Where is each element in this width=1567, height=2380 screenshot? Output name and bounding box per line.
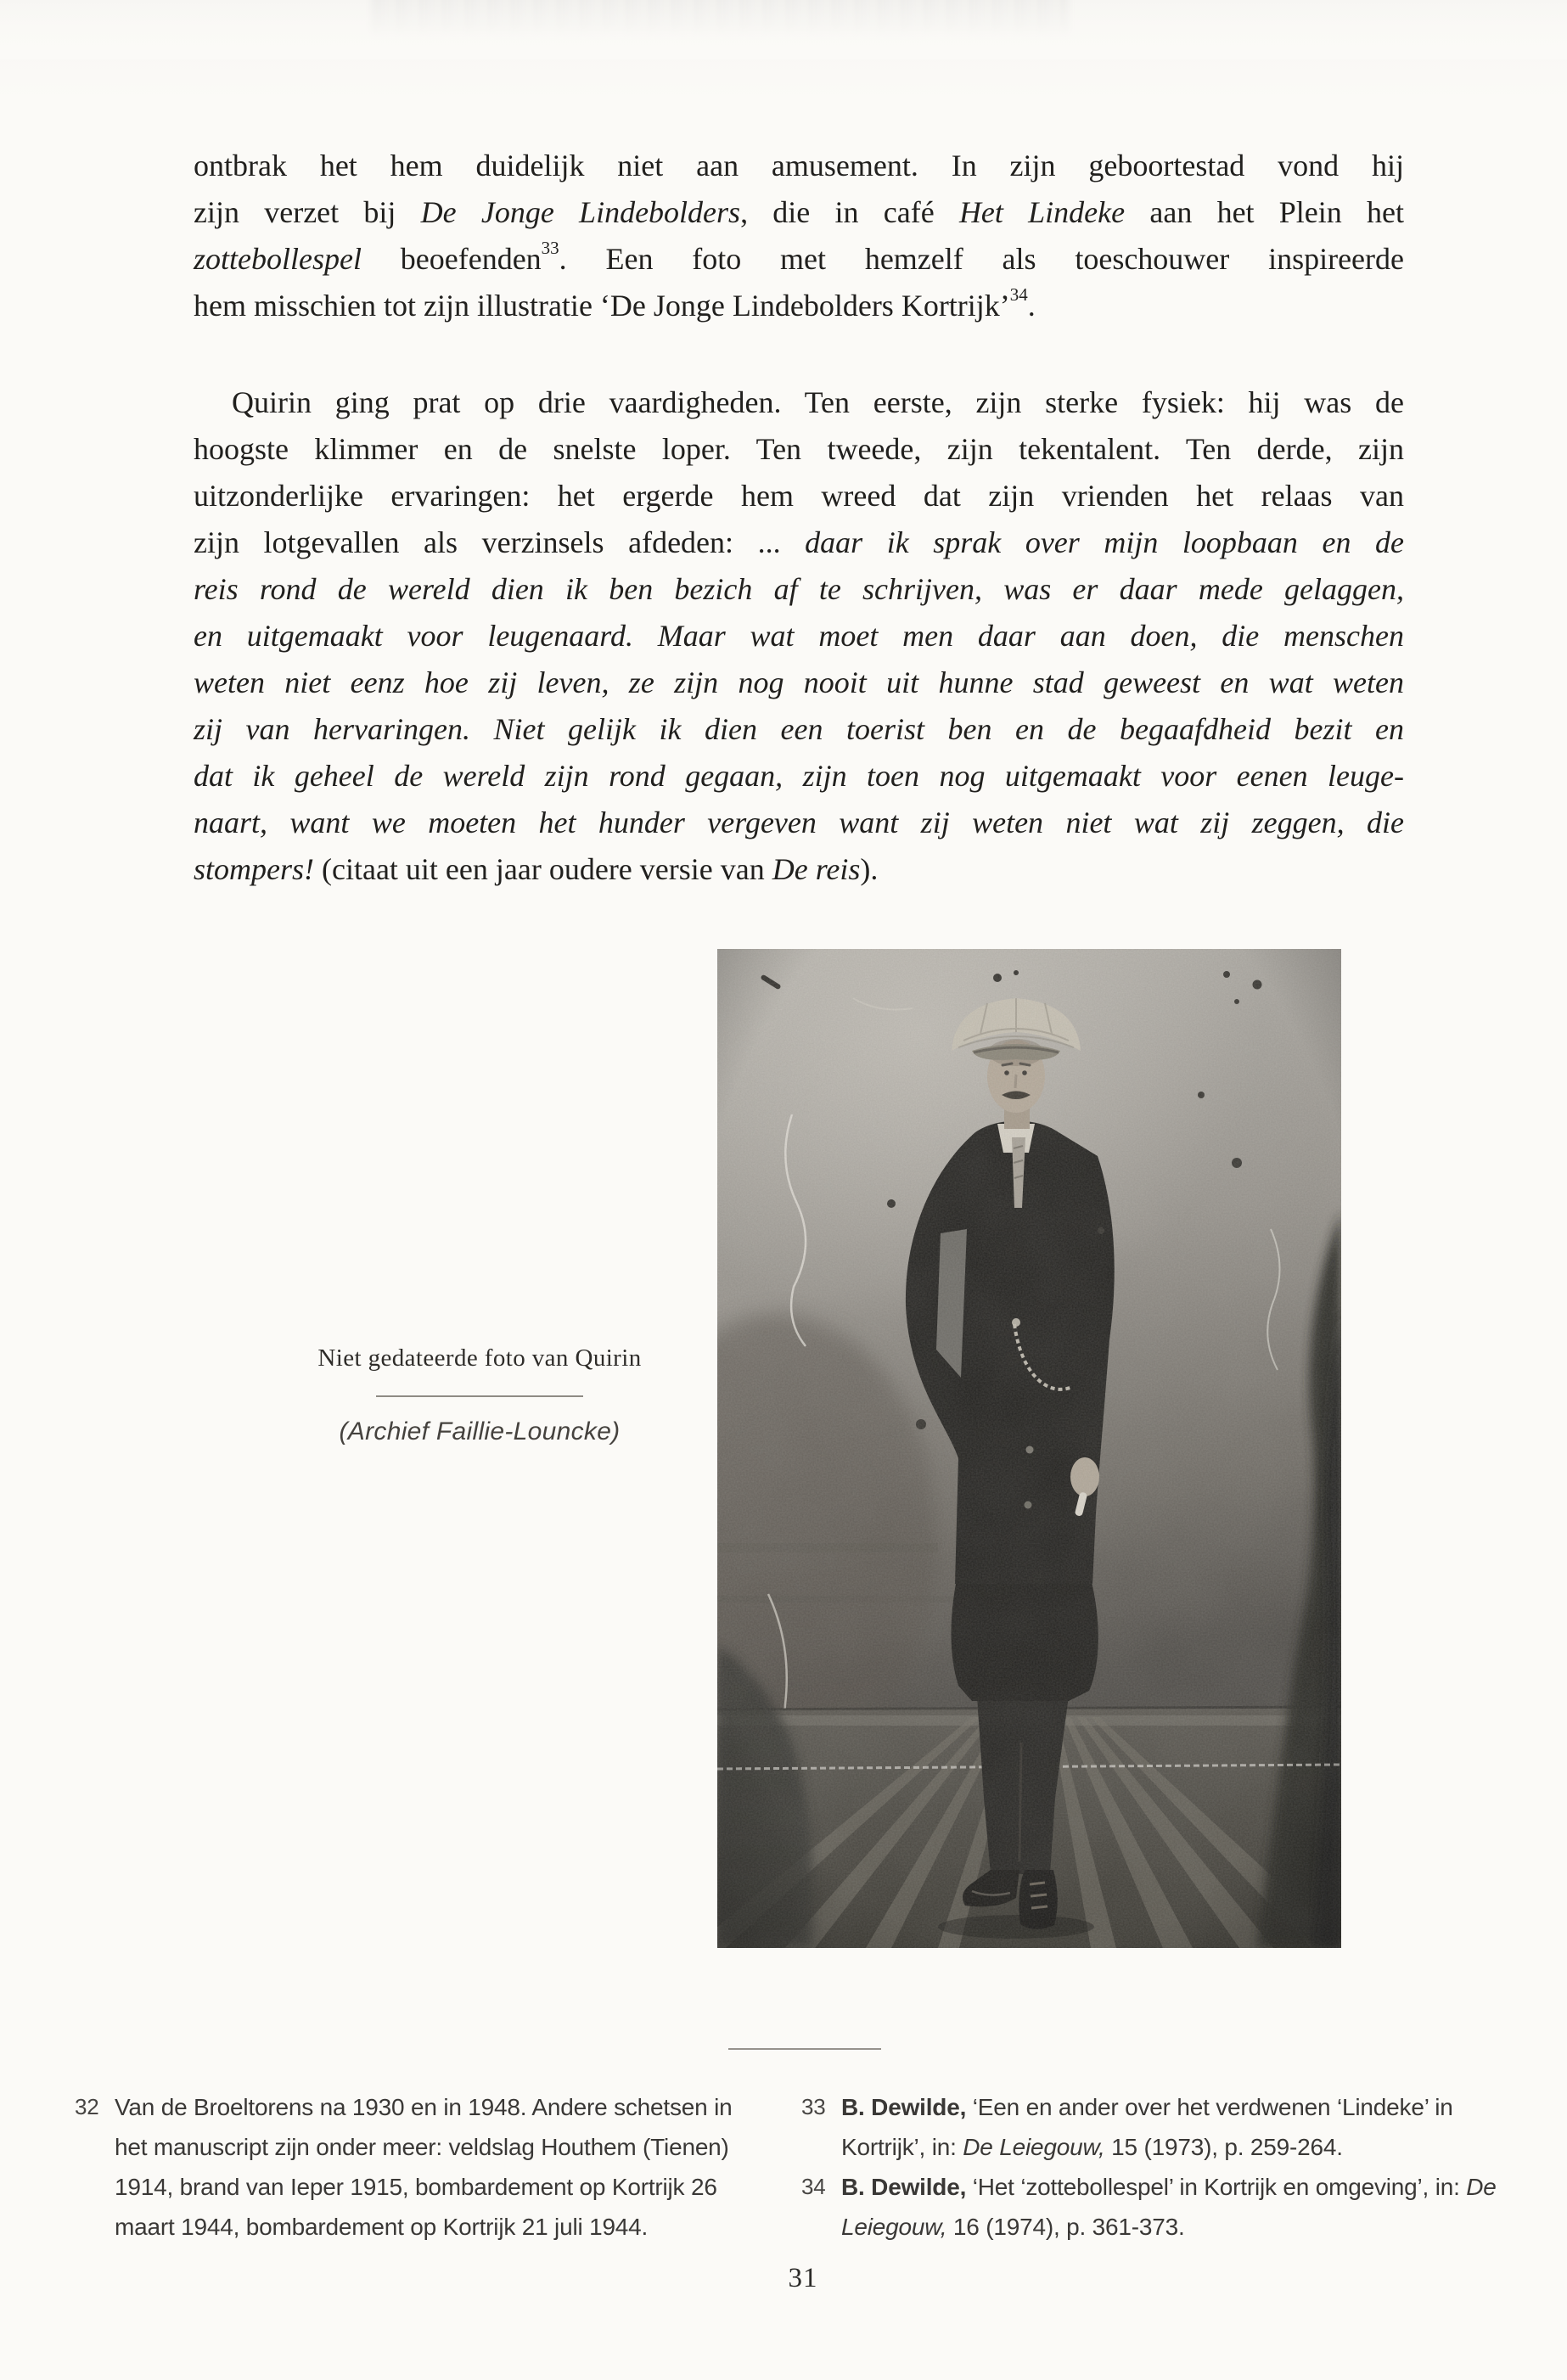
text-segment: 33	[541, 238, 559, 258]
text-segment: weten niet eenz hoe zij leven, ze zijn nog nooit uit hunne stad geweest en wat weten	[194, 665, 1404, 699]
text-line	[194, 660, 1404, 706]
text-segment: Het Lindeke	[958, 195, 1126, 229]
text-segment: De reis	[772, 852, 861, 886]
footnote-text	[841, 2167, 1536, 2247]
footnote-number: 32	[75, 2094, 99, 2119]
photo-vignette	[717, 949, 1341, 1948]
text-segment: ‘Het ‘zottebollespel’ in Kortrijk en omgeving’, in:	[966, 2174, 1467, 2200]
text-segment: daar ik sprak over mijn loopbaan en de	[805, 525, 1404, 559]
caption-divider-rule	[376, 1395, 583, 1397]
text-segment: B. Dewilde,	[841, 2094, 967, 2120]
text-segment: (citaat uit een jaar oudere versie van	[314, 852, 772, 886]
text-segment: De Leiegouw,	[841, 2174, 1497, 2240]
footnote-number: 34	[801, 2174, 826, 2199]
paragraph-intro	[194, 143, 1404, 329]
page-number: 31	[788, 2263, 818, 2293]
text-segment: 15 (1973), p. 259-264.	[1104, 2134, 1343, 2160]
text-line	[194, 566, 1404, 613]
text-segment: uitzonderlijke ervaringen: het ergerde hem wreed dat zijn vrienden het relaas van	[194, 479, 1404, 513]
photo-of-quirin	[717, 949, 1341, 1948]
paragraph-quirin-quote	[194, 379, 1404, 893]
text-line	[194, 189, 1404, 236]
text-segment: stompers!	[194, 852, 314, 886]
text-segment: 16 (1974), p. 361-373.	[946, 2214, 1185, 2240]
text-segment: hoogste klimmer en de snelste loper. Ten tweede, zijn tekentalent. Ten derde, zijn	[194, 432, 1404, 466]
text-segment: B. Dewilde,	[841, 2174, 967, 2200]
footnote-divider-rule	[728, 2048, 881, 2050]
text-line	[194, 846, 1404, 893]
text-segment: .	[1027, 289, 1036, 323]
text-line	[194, 613, 1404, 660]
text-line	[194, 143, 1404, 189]
text-segment: . Een foto met hemzelf als toeschouwer inspireerde	[559, 242, 1404, 276]
photo-caption-block	[280, 1344, 679, 1446]
text-line	[194, 379, 1404, 426]
text-line	[194, 426, 1404, 473]
footnote-text	[841, 2087, 1536, 2167]
text-segment: De Jonge Lindebolders	[420, 195, 741, 229]
text-segment: , die in café	[740, 195, 959, 229]
footnote-number: 33	[801, 2094, 826, 2119]
text-segment: 34	[1009, 284, 1028, 305]
page-showthrough-fade	[0, 0, 1567, 59]
text-segment: ‘Een en ander over het verdwenen ‘Lindeke’ in Kortrijk’, in:	[841, 2094, 1453, 2160]
text-line	[194, 519, 1404, 566]
text-segment: zijn lotgevallen als verzinsels afdeden: ...	[194, 525, 806, 559]
footnote-text	[115, 2087, 759, 2247]
text-line	[194, 706, 1404, 753]
text-segment: Quirin ging prat op drie vaardigheden. Ten eerste, zijn sterke fysiek: hij was de	[232, 385, 1404, 419]
footnotes-right-column	[801, 2087, 1536, 2247]
footnotes-left-column	[75, 2087, 759, 2247]
photo-illustration	[717, 949, 1341, 1948]
text-segment: ontbrak het hem duidelijk niet aan amusement. In zijn geboortestad vond hij	[194, 149, 1404, 182]
text-line	[194, 473, 1404, 519]
text-segment: ).	[860, 852, 879, 886]
footnote-item	[801, 2167, 1536, 2247]
text-segment: beoefenden	[361, 242, 542, 276]
text-segment: aan het Plein het	[1125, 195, 1405, 229]
text-segment: naart, want we moeten het hunder vergeven want zij weten niet wat zij zeggen, die	[194, 805, 1404, 839]
caption-text: Niet gedateerde foto van Quirin	[317, 1344, 642, 1372]
text-segment: hem misschien tot zijn illustratie ‘De Jonge Lindebolders Kortrijk’	[194, 289, 1010, 323]
text-segment: zijn verzet bij	[194, 195, 421, 229]
text-line	[194, 800, 1404, 846]
text-segment: Van de Broeltorens na 1930 en in 1948. Andere schetsen in het manuscript zijn onder meer: veldslag Houthem (Tienen) 1914, brand van Ieper 1915, bombardement op Kortrijk 26 maart 1944, bombardement op Kortrijk 21 juli 1944.	[115, 2094, 733, 2240]
text-segment: zottebollespel	[194, 242, 362, 276]
text-line	[194, 753, 1404, 800]
text-segment: reis rond de wereld dien ik ben bezich af te schrijven, was er daar mede gelaggen,	[194, 572, 1404, 606]
footnote-item	[75, 2087, 759, 2247]
text-segment: dat ik geheel de wereld zijn rond gegaan, zijn toen nog uitgemaakt voor eenen leuge-	[194, 759, 1404, 793]
footnote-item	[801, 2087, 1536, 2167]
text-line	[194, 236, 1404, 283]
caption-credit: (Archief Faillie-Louncke)	[339, 1417, 621, 1445]
text-line	[194, 283, 1404, 329]
text-segment: en uitgemaakt voor leugenaard. Maar wat moet men daar aan doen, die menschen	[194, 619, 1404, 653]
text-segment: zij van hervaringen. Niet gelijk ik dien een toerist ben en de begaafdheid bezit en	[194, 712, 1404, 746]
text-segment: De Leiegouw,	[963, 2134, 1105, 2160]
